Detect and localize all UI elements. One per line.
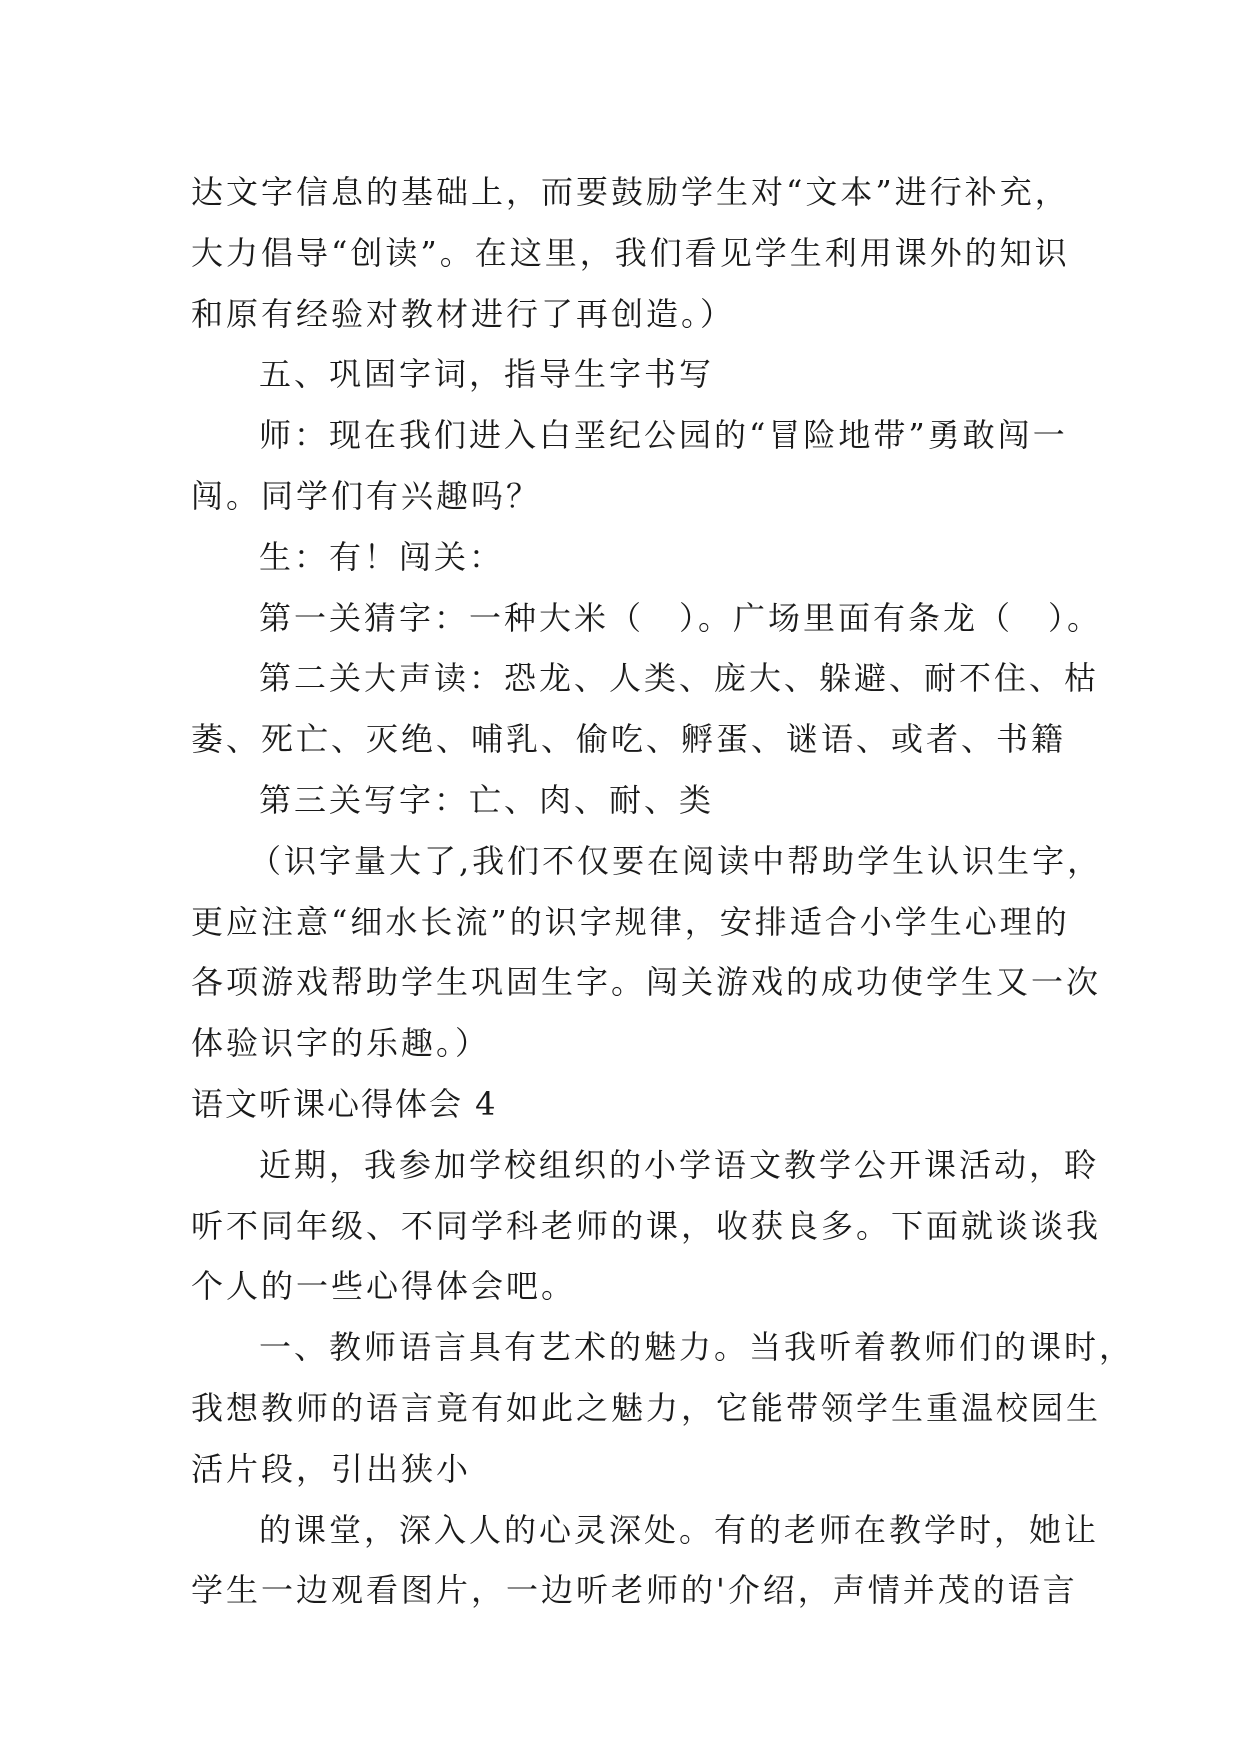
paragraph-line: 的课堂，深入人的心灵深处。有的老师在教学时，她让	[259, 1510, 1100, 1549]
paragraph-line: 活片段，引出狭小	[191, 1449, 472, 1488]
document-body	[191, 162, 1135, 1621]
paragraph-line: 听不同年级、不同学科老师的课，收获良多。下面就谈谈我	[191, 1206, 1102, 1245]
paragraph-line: 各项游戏帮助学生巩固生字。闯关游戏的成功使学生又一次	[191, 963, 1102, 1002]
paragraph-line: 第三关写字：亡、肉、耐、类	[259, 780, 715, 819]
section-heading-line: 五、巩固字词，指导生字书写	[259, 355, 715, 394]
paragraph-line: 第一关猜字：一种大米（ ）。广场里面有条龙（ ）。	[259, 598, 1103, 637]
paragraph-line: 闯。同学们有兴趣吗？	[191, 476, 542, 515]
paragraph-line: 更应注意“细水长流”的识字规律，安排适合小学生心理的	[191, 902, 1070, 941]
paragraph-line: 一、教师语言具有艺术的魅力。当我听着教师们的课时，	[259, 1328, 1135, 1367]
paragraph-line: 和原有经验对教材进行了再创造。）	[191, 294, 736, 333]
paragraph-line: 个人的一些心得体会吧。	[191, 1267, 577, 1306]
paragraph-line: 学生一边观看图片，一边听老师的'介绍，声情并茂的语言	[191, 1571, 1078, 1610]
paragraph-line: 萎、死亡、灭绝、哺乳、偷吃、孵蛋、谜语、或者、书籍	[191, 720, 1067, 759]
paragraph-line: 第二关大声读：恐龙、人类、庞大、躲避、耐不住、枯	[259, 659, 1100, 698]
paragraph-line: 体验识字的乐趣。）	[191, 1024, 491, 1063]
paragraph-line: 师：现在我们进入白垩纪公园的“冒险地带”勇敢闯一	[259, 416, 1068, 455]
paragraph-line: 我想教师的语言竟有如此之魅力，它能带领学生重温校园生	[191, 1388, 1102, 1427]
paragraph-line: 生：有！闯关：	[259, 537, 505, 576]
article-title: 语文听课心得体会 4	[191, 1084, 498, 1123]
paragraph-line: （识字量大了,我们不仅要在阅读中帮助学生认识生字，	[249, 841, 1103, 880]
paragraph-line: 达文字信息的基础上，而要鼓励学生对“文本”进行补充，	[191, 173, 1070, 211]
paragraph-line: 大力倡导“创读”。在这里，我们看见学生利用课外的知识	[191, 233, 1070, 272]
paragraph-line: 近期，我参加学校组织的小学语文教学公开课活动，聆	[259, 1145, 1100, 1184]
